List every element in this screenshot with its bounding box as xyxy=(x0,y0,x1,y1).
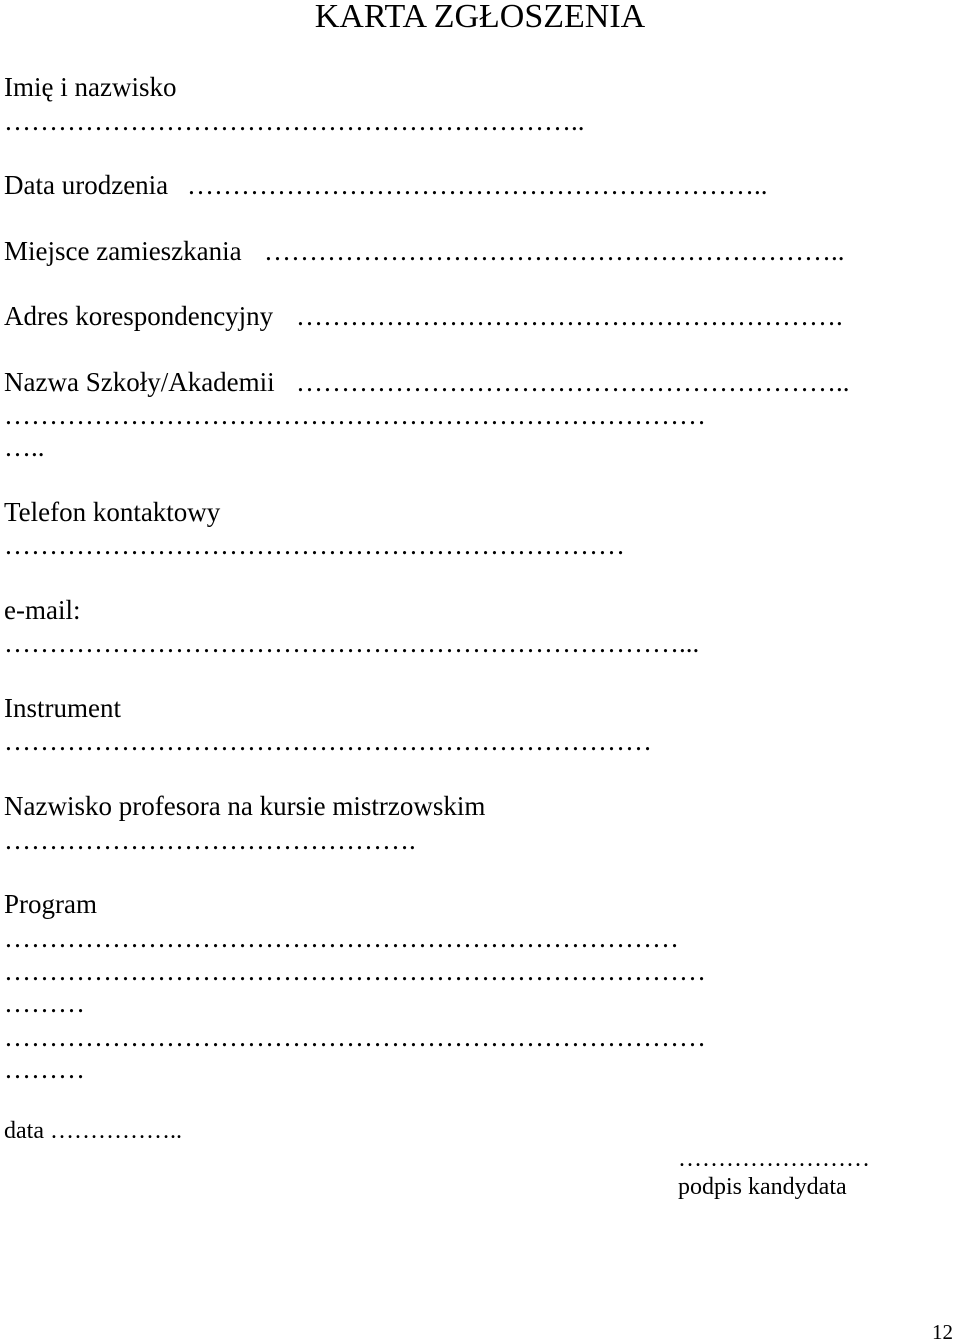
correspondence-label: Adres korespondencyjny xyxy=(4,301,274,331)
school-fill-line[interactable]: …………………………………………………….. xyxy=(296,367,850,397)
residence-fill-line[interactable]: ……………………………………………………….. xyxy=(264,236,845,266)
residence-label: Miejsce zamieszkania xyxy=(4,236,242,266)
email-fill-line[interactable]: …………………………………………………………………... xyxy=(4,628,700,658)
phone-label: Telefon kontaktowy xyxy=(4,497,221,527)
date-fill-line[interactable]: …………….. xyxy=(50,1118,182,1144)
phone-fill-line[interactable]: …………………………………………………………… xyxy=(4,530,625,560)
program-fill-line-2[interactable]: …………………………………………………………………… xyxy=(4,956,706,986)
signature-label: podpis kandydata xyxy=(678,1174,847,1200)
program-fill-line-3[interactable]: ……… xyxy=(4,988,85,1018)
email-label: e-mail: xyxy=(4,595,81,625)
school-fill-line-3[interactable]: ….. xyxy=(4,432,45,462)
signature-fill-line[interactable]: …………………… xyxy=(678,1146,870,1172)
page-number: 12 xyxy=(932,1320,953,1344)
name-fill-line[interactable]: ……………………………………………………….. xyxy=(4,106,585,136)
professor-fill-line[interactable]: ………………………………………. xyxy=(4,825,416,855)
instrument-fill-line[interactable]: ……………………………………………………………… xyxy=(4,726,652,756)
school-label: Nazwa Szkoły/Akademii xyxy=(4,367,275,397)
school-fill-line-2[interactable]: …………………………………………………………………… xyxy=(4,400,706,430)
form-title: KARTA ZGŁOSZENIA xyxy=(314,0,646,35)
program-fill-line-5[interactable]: ……… xyxy=(4,1054,85,1084)
date-label: data xyxy=(4,1118,44,1144)
program-fill-line-1[interactable]: ………………………………………………………………… xyxy=(4,923,679,953)
name-label: Imię i nazwisko xyxy=(4,72,177,102)
program-fill-line-4[interactable]: …………………………………………………………………… xyxy=(4,1022,706,1052)
professor-label: Nazwisko profesora na kursie mistrzowskim xyxy=(4,791,486,821)
correspondence-fill-line[interactable]: ……………………………………………………. xyxy=(296,301,843,331)
instrument-label: Instrument xyxy=(4,693,121,723)
birth-date-fill-line[interactable]: ……………………………………………………….. xyxy=(187,170,768,200)
birth-date-label: Data urodzenia xyxy=(4,170,169,200)
program-label: Program xyxy=(4,889,97,919)
